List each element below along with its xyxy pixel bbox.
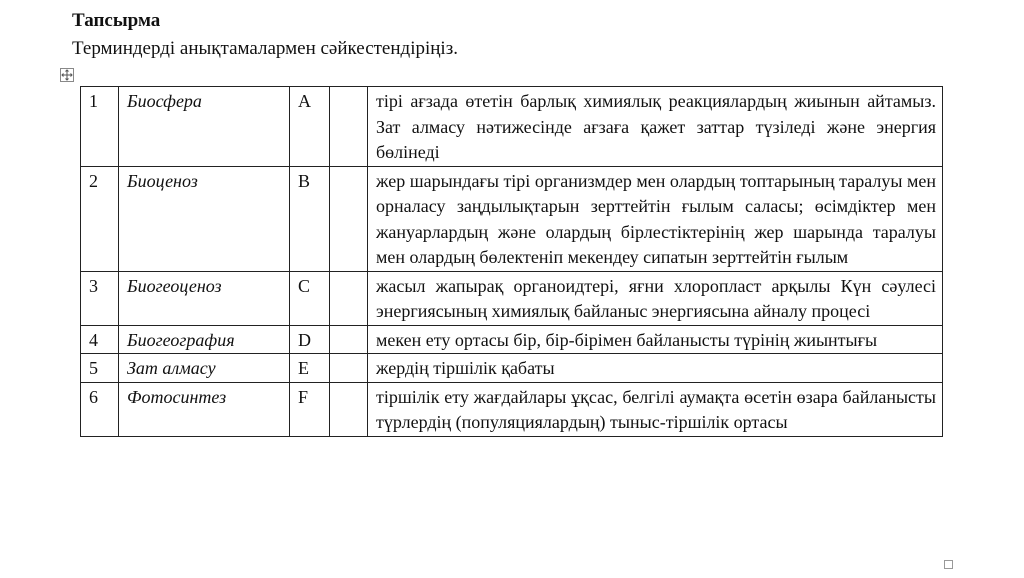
row-number: 5 [81, 354, 119, 383]
letter-cell: D [290, 325, 330, 354]
row-number: 6 [81, 382, 119, 436]
answer-cell[interactable] [330, 87, 368, 167]
answer-cell[interactable] [330, 271, 368, 325]
letter-cell: E [290, 354, 330, 383]
task-instruction: Терминдерді анықтамалармен сәйкестендіріңіз. [72, 38, 458, 59]
row-number: 1 [81, 87, 119, 167]
letter-cell: C [290, 271, 330, 325]
answer-cell[interactable] [330, 166, 368, 271]
table-row [81, 166, 943, 271]
table-row [81, 382, 943, 436]
table-row [81, 87, 943, 167]
table-row [81, 325, 943, 354]
term-cell: Фотосинтез [119, 382, 290, 436]
move-arrows-icon[interactable] [60, 68, 74, 82]
answer-cell[interactable] [330, 325, 368, 354]
term-cell: Биосфера [119, 87, 290, 167]
table-row [81, 271, 943, 325]
answer-cell[interactable] [330, 382, 368, 436]
term-cell: Биогеография [119, 325, 290, 354]
matching-table [80, 86, 943, 437]
answer-cell[interactable] [330, 354, 368, 383]
term-cell: Биоценоз [119, 166, 290, 271]
table-row [81, 354, 943, 383]
definition-cell: жер шарындағы тірі организмдер мен олардың топтарының таралуы мен орналасу заңдылықтарын зерттейтін ғылым саласы; өсімдіктер мен жануарлардың және олардың бірлестіктерінің жер шарында таралуы мен олардың бөлектеніп мекендеу сипатын зерттейтін ғылым [368, 166, 943, 271]
definition-cell: тіршілік ету жағдайлары ұқсас, белгілі аумақта өсетін өзара байланысты түрлердің (популяциялардың) тыныс-тіршілік ортасы [368, 382, 943, 436]
resize-square-icon[interactable] [944, 560, 953, 569]
term-cell: Зат алмасу [119, 354, 290, 383]
definition-cell: тірі ағзада өтетін барлық химиялық реакциялардың жиынын айтамыз. Зат алмасу нәтижесінде ағзаға қажет заттар түзіледі және энергия бөлінеді [368, 87, 943, 167]
letter-cell: F [290, 382, 330, 436]
letter-cell: A [290, 87, 330, 167]
term-cell: Биогеоценоз [119, 271, 290, 325]
row-number: 3 [81, 271, 119, 325]
row-number: 4 [81, 325, 119, 354]
row-number: 2 [81, 166, 119, 271]
definition-cell: жасыл жапырақ органоидтері, яғни хлоропласт арқылы Күн сәулесі энергиясының химиялық байланыс энергиясына айналу процесі [368, 271, 943, 325]
task-title: Тапсырма [72, 10, 161, 31]
letter-cell: B [290, 166, 330, 271]
definition-cell: жердің тіршілік қабаты [368, 354, 943, 383]
definition-cell: мекен ету ортасы бір, бір-бірімен байланысты түрінің жиынтығы [368, 325, 943, 354]
